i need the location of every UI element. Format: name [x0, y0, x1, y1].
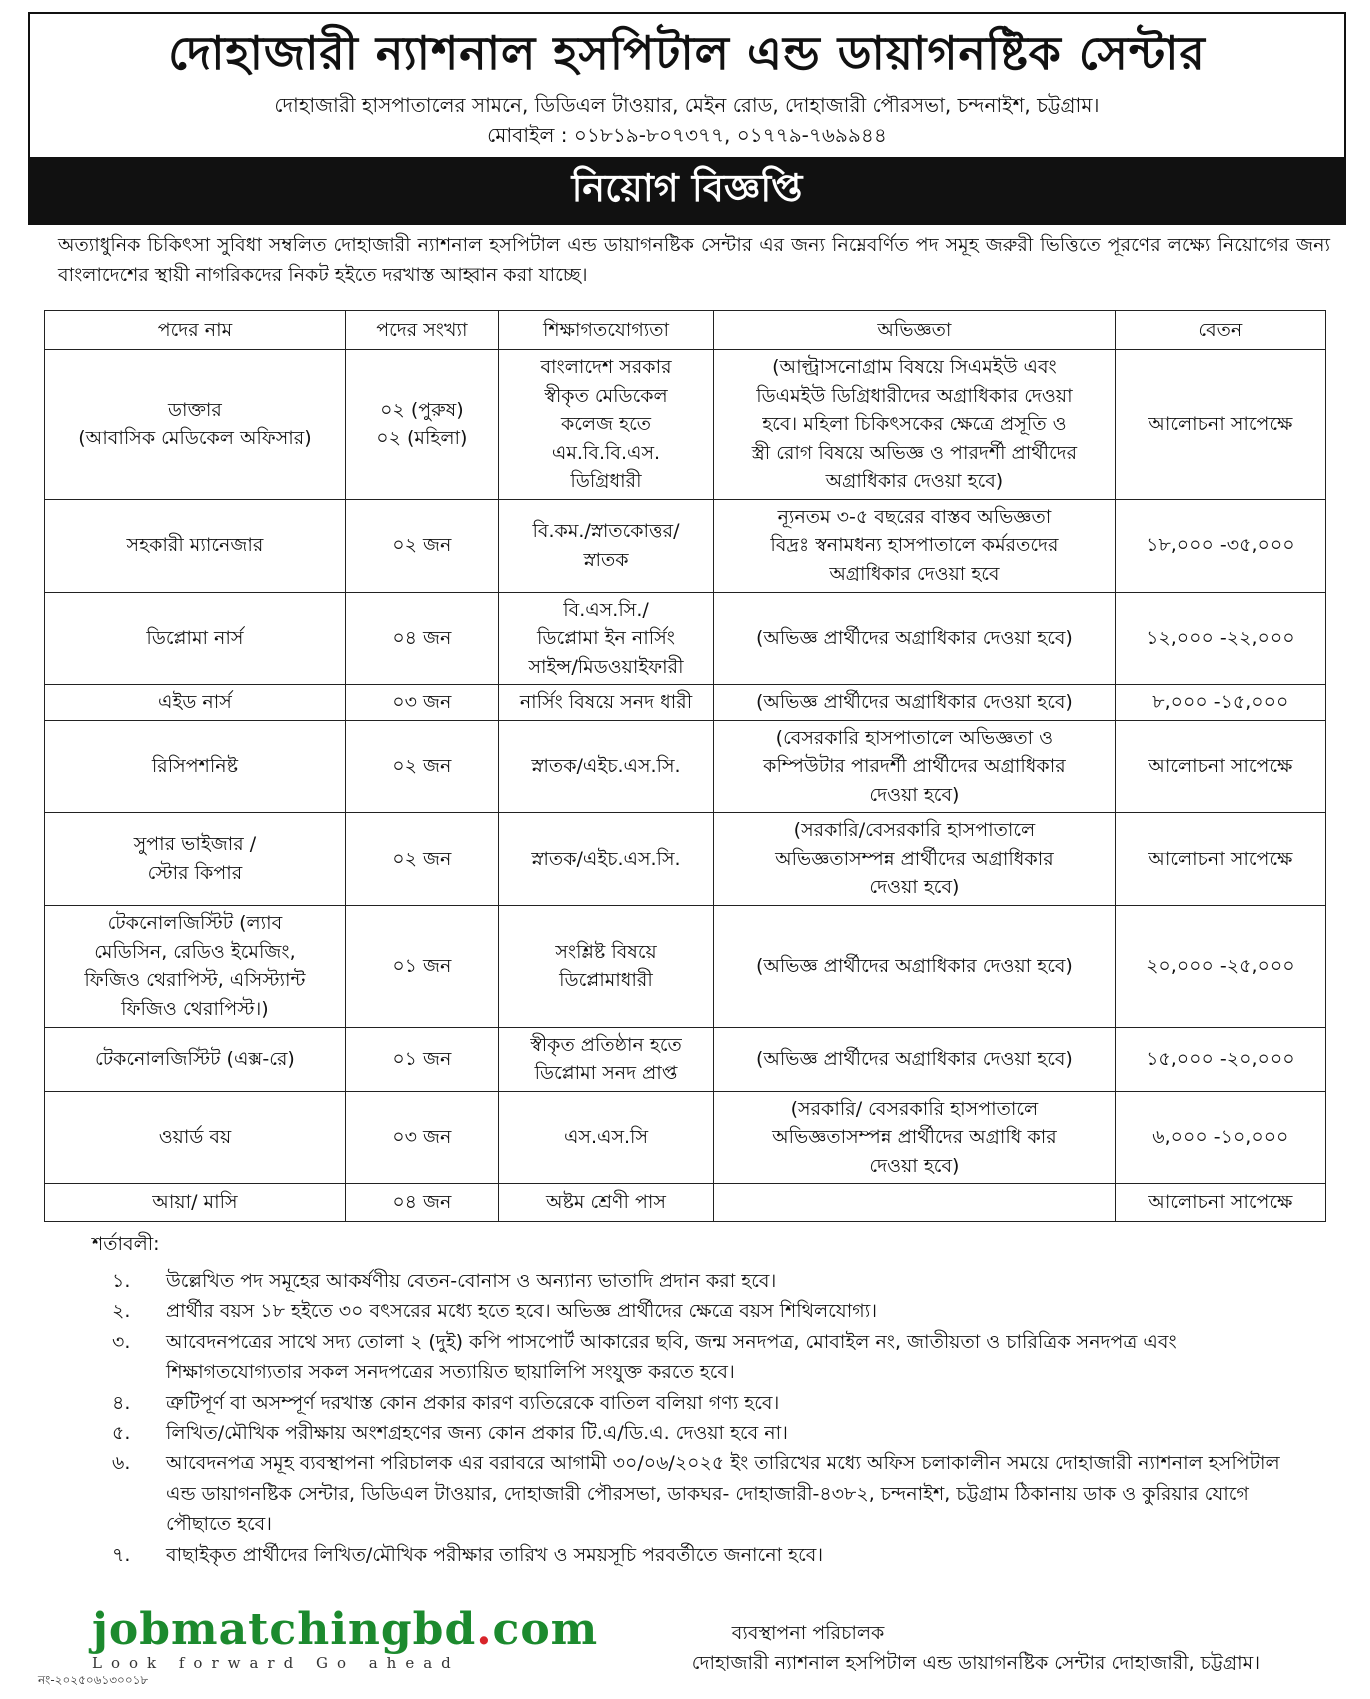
posts-table [44, 310, 1326, 1222]
signature-org: দোহাজারী ন্যাশনাল হসপিটাল এন্ড ডায়াগনষ্টিক সেন্টার দোহাজারী, চট্টগ্রাম। [691, 1652, 1260, 1675]
table-row [45, 499, 1326, 592]
header-education: শিক্ষাগতযোগ্যতা [498, 311, 713, 350]
experience-cell [714, 1184, 1116, 1222]
education-cell: সংশ্লিষ্ট বিষয়ে ডিপ্লোমাধারী [498, 905, 713, 1027]
term-text: ত্রুটিপূর্ণ বা অসম্পূর্ণ দরখাস্ত কোন প্রকার কারণ ব্যতিরেকে বাতিল বলিয়া গণ্য হবে। [166, 1391, 780, 1414]
term-item [72, 1448, 1310, 1539]
experience-cell: (বেসরকারি হাসপাতালে অভিজ্ঞতা ও কম্পিউটার পারদর্শী প্রার্থীদের অগ্রাধিকার দেওয়া হবে) [714, 720, 1116, 813]
table-row [45, 1184, 1326, 1222]
education-cell: বি.এস.সি./ ডিপ্লোমা ইন নার্সিং সাইন্স/মিডওয়াইফারী [498, 592, 713, 685]
table-row [45, 720, 1326, 813]
salary-cell: ৮,০০০ -১৫,০০০ [1115, 685, 1325, 721]
term-text: লিখিত/মৌখিক পরীক্ষায় অংশগ্রহণের জন্য কোন প্রকার টি.এ/ডি.এ. দেওয়া হবে না। [166, 1422, 788, 1445]
post-cell: আয়া/ মাসি [45, 1184, 346, 1222]
experience-cell: (সরকারি/ বেসরকারি হাসপাতালে অভিজ্ঞতাসম্পন্ন প্রার্থীদের অগ্রাধি কার দেওয়া হবে) [714, 1091, 1116, 1184]
intro-paragraph: অত্যাধুনিক চিকিৎসা সুবিধা সম্বলিত দোহাজারী ন্যাশনাল হসপিটাল এন্ড ডায়াগনষ্টিক সেন্টার এর জন্য নিম্নেবর্ণিত পদ সমূহ জরুরী ভিত্তিতে পূরণের লক্ষ্যে নিয়োগের জন্য বাংলাদেশের স্থায়ী নাগরিকদের নিকট হইতে দরখাস্ত আহ্বান করা যাচ্ছে। [58, 234, 1330, 286]
signature-title: ব্যবস্থাপনা পরিচালক [731, 1622, 885, 1644]
term-text: আবেদনপত্রের সাথে সদ্য তোলা ২ (দুই) কপি পাসপোর্ট আকারের ছবি, জন্ম সনদপত্র, মোবাইল নং, জাতীয়তা ও চারিত্রিক সনদপত্র এবং শিক্ষাগতযোগ্যতার সকল সনদপত্রের সত্যায়িত ছায়ালিপি সংযুক্ত করতে হবে। [166, 1330, 1177, 1384]
post-cell: এইড নার্স [45, 685, 346, 721]
table-row [45, 905, 1326, 1027]
posts-table-body [45, 350, 1326, 1222]
experience-cell: (অভিজ্ঞ প্রার্থীদের অগ্রাধিকার দেওয়া হবে) [714, 905, 1116, 1027]
address: দোহাজারী হাসপাতালের সামনে, ডিডিএল টাওয়ার, মেইন রোড, দোহাজারী পৌরসভা, চন্দনাইশ, চট্টগ্রাম। [274, 93, 1100, 118]
table-row [45, 685, 1326, 721]
salary-cell: ১৮,০০০ -৩৫,০০০ [1115, 499, 1325, 592]
reference-number: নং-২০২৫০৬১৩০০১৮ [38, 1673, 149, 1687]
term-text: আবেদনপত্র সমূহ ব্যবস্থাপনা পরিচালক এর বরাবরে আগামী ৩০/০৬/২০২৫ ইং তারিখের মধ্যে অফিস চলাকালীন সময়ে দোহাজারী ন্যাশনাল হসপিটাল এন্ড ডায়াগনষ্টিক সেন্টার, ডিডিএল টাওয়ার, দোহাজারী পৌরসভা, ডাকঘর- দোহাজারী-৪৩৮২, চন্দনাইশ, চট্টগ্রাম ঠিকানায় ডাক ও কুরিয়ার যোগে পৌছাতে হবে। [166, 1452, 1280, 1536]
term-item [72, 1266, 1310, 1296]
education-cell: এস.এস.সি [498, 1091, 713, 1184]
count-cell: ০২ জন [345, 720, 498, 813]
term-item [72, 1540, 1310, 1570]
salary-cell: আলোচনা সাপেক্ষে [1115, 720, 1325, 813]
term-text: প্রার্থীর বয়স ১৮ হইতে ৩০ বৎসরের মধ্যে হতে হবে। অভিজ্ঞ প্রার্থীদের ক্ষেত্রে বয়স শিথিলযোগ্য। [166, 1300, 878, 1323]
count-cell: ০১ জন [345, 1027, 498, 1091]
salary-cell: ৬,০০০ -১০,০০০ [1115, 1091, 1325, 1184]
count-cell: ০৩ জন [345, 685, 498, 721]
term-number: ৪. [112, 1391, 131, 1414]
term-number: ২. [112, 1300, 131, 1323]
count-cell: ০২ জন [345, 499, 498, 592]
table-row [45, 813, 1326, 906]
salary-cell: ১৫,০০০ -২০,০০০ [1115, 1027, 1325, 1091]
term-item [72, 1327, 1310, 1388]
term-item [72, 1296, 1310, 1326]
experience-cell: (অভিজ্ঞ প্রার্থীদের অগ্রাধিকার দেওয়া হবে) [714, 1027, 1116, 1091]
term-number: ৬. [112, 1452, 131, 1475]
count-cell: ০৩ জন [345, 1091, 498, 1184]
count-cell: ০১ জন [345, 905, 498, 1027]
term-number: ৩. [112, 1330, 131, 1353]
education-cell: স্নাতক/এইচ.এস.সি. [498, 720, 713, 813]
term-item [72, 1418, 1310, 1448]
education-cell: বি.কম./স্নাতকোত্তর/ স্নাতক [498, 499, 713, 592]
salary-cell: আলোচনা সাপেক্ষে [1115, 1184, 1325, 1222]
experience-cell: (সরকারি/বেসরকারি হাসপাতালে অভিজ্ঞতাসম্পন্ন প্রার্থীদের অগ্রাধিকার দেওয়া হবে) [714, 813, 1116, 906]
salary-cell: আলোচনা সাপেক্ষে [1115, 813, 1325, 906]
count-cell: ০৪ জন [345, 592, 498, 685]
post-cell: সুপার ভাইজার / স্টোর কিপার [45, 813, 346, 906]
header-count: পদের সংখ্যা [345, 311, 498, 350]
education-cell: অষ্টম শ্রেণী পাস [498, 1184, 713, 1222]
header-experience: অভিজ্ঞতা [714, 311, 1116, 350]
term-item [72, 1388, 1310, 1418]
table-row [45, 1027, 1326, 1091]
experience-cell: ন্যূনতম ৩-৫ বছরের বাস্তব অভিজ্ঞতা বিদ্রঃ স্বনামধন্য হাসপাতালে কর্মরতদের অগ্রাধিকার দেওয়া হবে [714, 499, 1116, 592]
watermark-brand: jobmatchingbd.com [92, 1604, 599, 1655]
salary-cell: ১২,০০০ -২২,০০০ [1115, 592, 1325, 685]
watermark-tagline: Look forward Go ahead [92, 1654, 460, 1672]
org-name: দোহাজারী ন্যাশনাল হসপিটাল এন্ড ডায়াগনষ্টিক সেন্টার [168, 26, 1206, 80]
experience-cell: (অভিজ্ঞ প্রার্থীদের অগ্রাধিকার দেওয়া হবে) [714, 592, 1116, 685]
education-cell: স্নাতক/এইচ.এস.সি. [498, 813, 713, 906]
post-cell: টেকনোলজিস্টিট (ল্যাব মেডিসিন, রেডিও ইমেজিং, ফিজিও থেরাপিস্ট, এসিস্ট্যান্ট ফিজিও থেরাপিস্ট।) [45, 905, 346, 1027]
term-number: ৫. [112, 1422, 131, 1445]
experience-cell: (আল্ট্রাসনোগ্রাম বিষয়ে সিএমইউ এবং ডিএমইউ ডিগ্রিধারীদের অগ্রাধিকার দেওয়া হবে। মহিলা চিকিৎসকের ক্ষেত্রে প্রসূতি ও স্ত্রী রোগ বিষয়ে অভিজ্ঞ ও পারদর্শী প্রার্থীদের অগ্রাধিকার দেওয়া হবে) [714, 350, 1116, 500]
term-text: বাছাইকৃত প্রার্থীদের লিখিত/মৌখিক পরীক্ষার তারিখ ও সময়সূচি পরবর্তীতে জনানো হবে। [166, 1543, 824, 1566]
term-number: ৭. [112, 1543, 131, 1566]
term-number: ১. [112, 1270, 131, 1293]
term-text: উল্লেখিত পদ সমূহের আকর্ষণীয় বেতন-বোনাস ও অন্যান্য ভাতাদি প্রদান করা হবে। [166, 1270, 777, 1293]
phone: মোবাইল : ০১৮১৯-৮০৭৩৭৭, ০১৭৭৯-৭৬৯৯৪৪ [487, 123, 887, 148]
experience-cell: (অভিজ্ঞ প্রার্থীদের অগ্রাধিকার দেওয়া হবে) [714, 685, 1116, 721]
table-header-row [45, 311, 1326, 350]
post-cell: ডাক্তার (আবাসিক মেডিকেল অফিসার) [45, 350, 346, 500]
header-box [28, 12, 1346, 157]
salary-cell: ২০,০০০ -২৫,০০০ [1115, 905, 1325, 1027]
count-cell: ০২ জন [345, 813, 498, 906]
education-cell: নার্সিং বিষয়ে সনদ ধারী [498, 685, 713, 721]
table-row [45, 1091, 1326, 1184]
header-post: পদের নাম [45, 311, 346, 350]
salary-cell: আলোচনা সাপেক্ষে [1115, 350, 1325, 500]
signature-block [692, 1618, 1260, 1679]
post-cell: ডিপ্লোমা নার্স [45, 592, 346, 685]
terms-title: শর্তাবলী: [92, 1233, 160, 1256]
education-cell: বাংলাদেশ সরকার স্বীকৃত মেডিকেল কলেজ হতে এম.বি.বি.এস. ডিগ্রিধারী [498, 350, 713, 500]
table-row [45, 350, 1326, 500]
post-cell: সহকারী ম্যানেজার [45, 499, 346, 592]
header-salary: বেতন [1115, 311, 1325, 350]
count-cell: ০২ (পুরুষ) ০২ (মহিলা) [345, 350, 498, 500]
watermark-logo [92, 1604, 599, 1672]
post-cell: রিসিপশনিষ্ট [45, 720, 346, 813]
education-cell: স্বীকৃত প্রতিষ্ঠান হতে ডিপ্লোমা সনদ প্রাপ্ত [498, 1027, 713, 1091]
terms-section [28, 1222, 1350, 1570]
post-cell: ওয়ার্ড বয় [45, 1091, 346, 1184]
post-cell: টেকনোলজিস্টিট (এক্স-রে) [45, 1027, 346, 1091]
table-row [45, 592, 1326, 685]
recruitment-banner: নিয়োগ বিজ্ঞপ্তি [28, 157, 1346, 225]
count-cell: ০৪ জন [345, 1184, 498, 1222]
terms-list [72, 1266, 1310, 1570]
